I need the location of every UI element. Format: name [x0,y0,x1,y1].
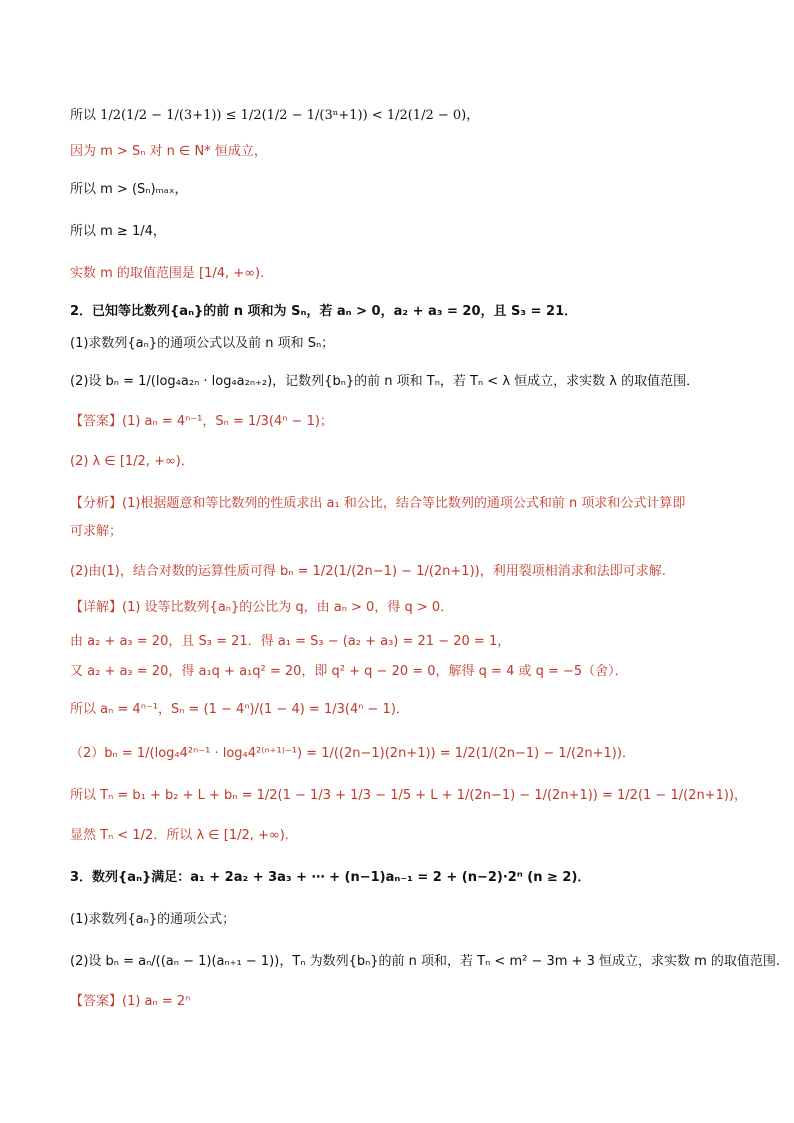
answer-label: 【答案】(1) aₙ = 4ⁿ⁻¹，Sₙ = 1/3(4ⁿ − 1)； [70,414,333,429]
text-line-4: 所以 m ≥ 1/4， [70,224,166,239]
question-3-title: 3．数列{aₙ}满足：a₁ + 2a₂ + 3a₃ + ⋯ + (n−1)aₙ₋₁ = 2 + (n−2)·2ⁿ (n ≥ 2)． [70,870,591,885]
question-2-part-2: (2)设 bₙ = 1/(log₄a₂ₙ · log₄a₂ₙ₊₂)，记数列{bₙ}的前 n 项和 Tₙ，若 Tₙ < λ 恒成立，求实数 λ 的取值范围． [70,374,700,389]
detail-line-2: 由 a₂ + a₃ = 20，且 S₃ = 21．得 a₁ = S₃ − (a₂ + a₃) = 21 − 20 = 1， [70,634,511,649]
question-3-part-1: (1)求数列{aₙ}的通项公式； [70,912,236,927]
detail-line-7: 显然 Tₙ < 1/2．所以 λ ∈ [1/2, +∞)． [70,828,298,843]
question-3-answer: 【答案】(1) aₙ = 2ⁿ [70,994,191,1009]
answer-part-2: (2) λ ∈ [1/2, +∞)． [70,454,194,469]
analysis-line-2: 可求解； [70,524,123,539]
text-line-2: 因为 m > Sₙ 对 n ∈ N* 恒成立， [70,144,267,159]
text-line-5: 实数 m 的取值范围是 [1/4, +∞). [70,266,265,281]
detail-line-5: （2）bₙ = 1/(log₄4²ⁿ⁻¹ · log₄4²⁽ⁿ⁺¹⁾⁻¹) = 1/((2n−1)(2n+1)) = 1/2(1/(2n−1) − 1/(2n+1))． [70,746,635,761]
analysis-line-3: (2)由(1)，结合对数的运算性质可得 bₙ = 1/2(1/(2n−1) − 1/(2n+1))，利用裂项相消求和法即可求解. [70,564,666,579]
analysis-line-1: 【分析】(1)根据题意和等比数列的性质求出 a₁ 和公比，结合等比数列的通项公式和前 n 项求和公式计算即 [70,496,686,511]
question-3-part-2: (2)设 bₙ = aₙ/((aₙ − 1)(aₙ₊₁ − 1))，Tₙ 为数列{bₙ}的前 n 项和，若 Tₙ < m² − 3m + 3 恒成立，求实数 m 的取值范围. [70,954,781,969]
detail-line-6: 所以 Tₙ = b₁ + b₂ + L + bₙ = 1/2(1 − 1/3 + 1/3 − 1/5 + L + 1/(2n−1) − 1/(2n+1)) = 1/2(1 − 1/(2n+1))， [70,788,747,803]
detail-line-3: 又 a₂ + a₃ = 20，得 a₁q + a₁q² = 20，即 q² + q − 20 = 0，解得 q = 4 或 q = −5（舍）． [70,664,628,679]
detail-line-1: 【详解】(1) 设等比数列{aₙ}的公比为 q，由 aₙ > 0，得 q > 0． [70,600,454,615]
detail-line-4: 所以 aₙ = 4ⁿ⁻¹，Sₙ = (1 − 4ⁿ)/(1 − 4) = 1/3(4ⁿ − 1)． [70,702,409,717]
text-line-1: 所以 1/2(1/2 − 1/(3+1)) ≤ 1/2(1/2 − 1/(3ⁿ+1)) < 1/2(1/2 − 0)， [70,108,480,123]
question-2-part-1: (1)求数列{aₙ}的通项公式以及前 n 项和 Sₙ； [70,336,335,351]
question-2-title: 2．已知等比数列{aₙ}的前 n 项和为 Sₙ，若 aₙ > 0，a₂ + a₃ = 20，且 S₃ = 21． [70,304,578,319]
text-line-3: 所以 m > (Sₙ)ₘₐₓ， [70,182,188,197]
